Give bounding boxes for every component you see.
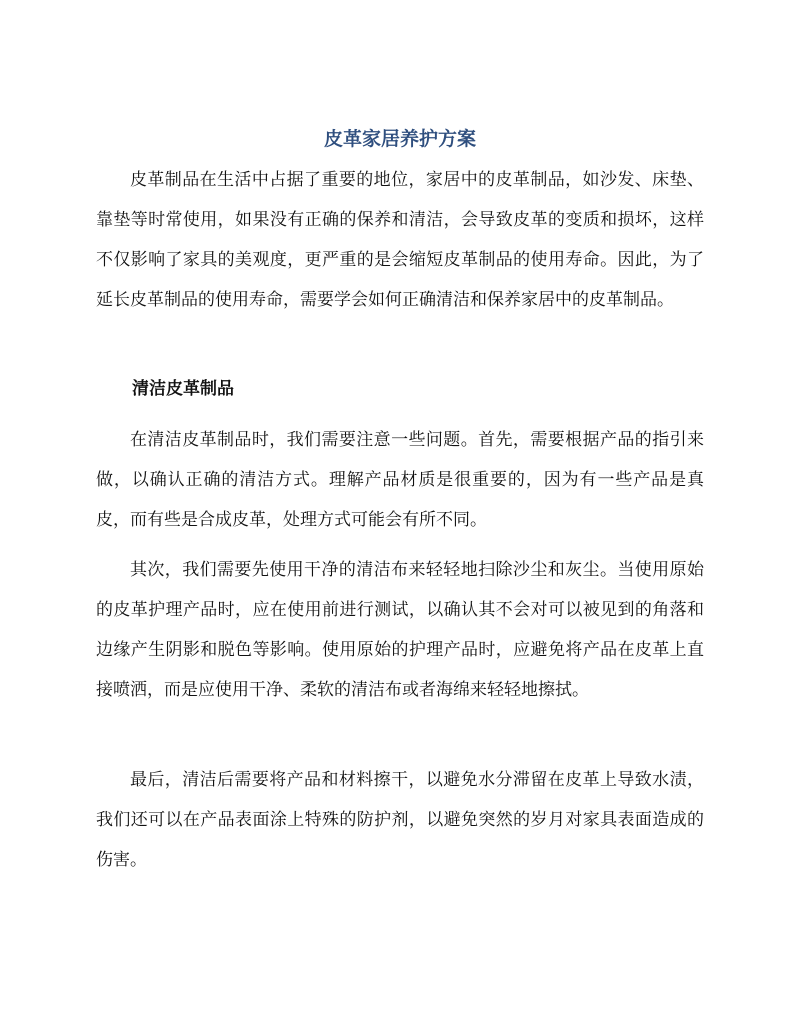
- cleaning-paragraph-2: 其次，我们需要先使用干净的清洁布来轻轻地扫除沙尘和灰尘。当使用原始的皮革护理产品时，应在使用前进行测试，以确认其不会对可以被见到的角落和边缘产生阴影和脱色等影响。使用原始的护理产品时，应避免将产品在皮革上直接喷洒，而是应使用干净、柔软的清洁布或者海绵来轻轻地擦拭。: [96, 560, 704, 700]
- intro-paragraph: 皮革制品在生活中占据了重要的地位，家居中的皮革制品，如沙发、床垫、靠垫等时常使用，如果没有正确的保养和清洁，会导致皮革的变质和损坏，这样不仅影响了家具的美观度，更严重的是会缩短皮革制品的使用寿命。因此，为了延长皮革制品的使用寿命，需要学会如何正确清洁和保养家居中的皮革制品。: [96, 170, 704, 310]
- document-title: 皮革家居养护方案: [323, 128, 476, 150]
- section-heading-cleaning: 清洁皮革制品: [132, 379, 234, 399]
- cleaning-paragraph-1: 在清洁皮革制品时，我们需要注意一些问题。首先，需要根据产品的指引来做，以确认正确的清洁方式。理解产品材质是很重要的，因为有一些产品是真皮，而有些是合成皮革，处理方式可能会有所不同。: [96, 430, 704, 530]
- cleaning-paragraph-3: 最后，清洁后需要将产品和材料擦干，以避免水分滞留在皮革上导致水渍，我们还可以在产品表面涂上特殊的防护剂，以避免突然的岁月对家具表面造成的伤害。: [96, 770, 704, 870]
